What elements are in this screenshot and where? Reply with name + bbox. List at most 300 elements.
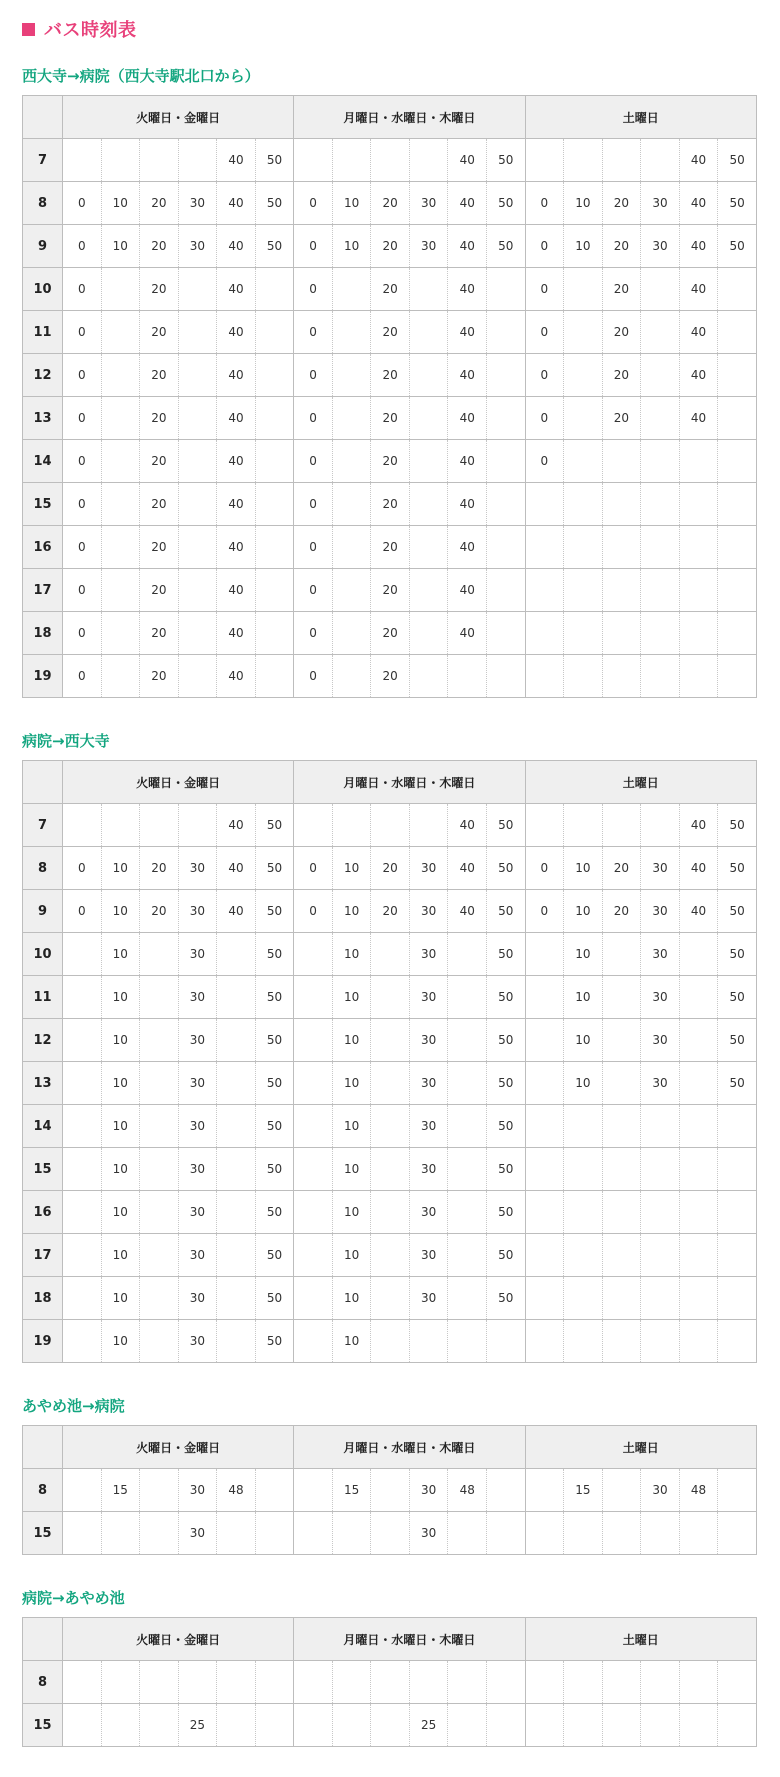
minute-cell [255,311,294,354]
hour-cell: 16 [23,526,63,569]
minute-cell [525,1019,564,1062]
minute-cell [487,612,526,655]
corner-cell [23,1618,63,1661]
minute-cell: 15 [564,1469,603,1512]
minute-cell: 40 [448,569,487,612]
minute-cell [718,311,757,354]
minute-cell: 0 [525,397,564,440]
minute-cell: 10 [564,1019,603,1062]
minute-cell [641,1512,680,1555]
minute-cell: 40 [217,655,256,698]
minute-cell: 10 [332,890,371,933]
minute-cell [718,526,757,569]
minute-cell [63,1512,102,1555]
minute-cell [140,1704,179,1747]
minute-cell [140,933,179,976]
minute-cell: 20 [140,440,179,483]
minute-cell [718,1512,757,1555]
table-row [23,569,757,612]
minute-cell [564,1191,603,1234]
minute-cell: 0 [63,225,102,268]
table-row [23,1234,757,1277]
minute-cell: 30 [409,933,448,976]
minute-cell: 10 [564,890,603,933]
minute-cell: 30 [409,1148,448,1191]
minute-cell [525,1062,564,1105]
minute-cell [487,1469,526,1512]
minute-cell [371,804,410,847]
minute-cell [140,976,179,1019]
minute-cell: 30 [641,847,680,890]
table-row [23,1469,757,1512]
minute-cell [525,1704,564,1747]
minute-cell [140,1062,179,1105]
hour-cell: 17 [23,569,63,612]
minute-cell [487,569,526,612]
minute-cell: 30 [178,1019,217,1062]
table-row [23,182,757,225]
minute-cell [525,1277,564,1320]
minute-cell [255,1512,294,1555]
minute-cell: 20 [602,225,641,268]
minute-cell [679,1704,718,1747]
minute-cell: 10 [332,1320,371,1363]
minute-cell: 30 [641,225,680,268]
day-header-row [23,96,757,139]
minute-cell [602,1062,641,1105]
minute-cell [448,976,487,1019]
minute-cell: 40 [217,440,256,483]
minute-cell [255,612,294,655]
minute-cell [641,483,680,526]
minute-cell [602,1277,641,1320]
minute-cell: 0 [294,440,333,483]
hour-cell: 18 [23,612,63,655]
minute-cell [294,1320,333,1363]
minute-cell [63,1469,102,1512]
minute-cell [487,397,526,440]
minute-cell: 20 [140,569,179,612]
minute-cell: 48 [679,1469,718,1512]
table-row [23,847,757,890]
minute-cell [564,354,603,397]
minute-cell [718,483,757,526]
minute-cell: 50 [487,847,526,890]
minute-cell: 40 [448,139,487,182]
minute-cell [718,1148,757,1191]
minute-cell: 20 [371,847,410,890]
minute-cell [178,655,217,698]
minute-cell: 40 [448,483,487,526]
minute-cell [487,1704,526,1747]
minute-cell: 0 [294,397,333,440]
minute-cell [178,569,217,612]
minute-cell: 30 [409,976,448,1019]
minute-cell: 30 [409,1234,448,1277]
day-group-header: 土曜日 [525,1618,756,1661]
minute-cell [641,1191,680,1234]
minute-cell: 40 [217,139,256,182]
day-group-header: 火曜日・金曜日 [63,1426,294,1469]
minute-cell [718,612,757,655]
minute-cell [641,139,680,182]
minute-cell [564,440,603,483]
minute-cell [448,655,487,698]
minute-cell [641,1661,680,1704]
minute-cell [140,1320,179,1363]
table-row [23,1105,757,1148]
section-title: 病院→西大寺 [22,732,110,750]
minute-cell: 0 [525,311,564,354]
minute-cell [255,526,294,569]
minute-cell: 15 [101,1469,140,1512]
minute-cell [217,1148,256,1191]
minute-cell: 20 [602,354,641,397]
minute-cell: 50 [255,1019,294,1062]
minute-cell [332,139,371,182]
minute-cell [409,311,448,354]
minute-cell [371,1469,410,1512]
minute-cell [679,655,718,698]
minute-cell [448,1320,487,1363]
minute-cell: 40 [679,397,718,440]
minute-cell: 40 [217,569,256,612]
minute-cell [718,1191,757,1234]
minute-cell: 0 [63,526,102,569]
minute-cell: 50 [487,1277,526,1320]
minute-cell [217,1062,256,1105]
minute-cell [679,440,718,483]
minute-cell [718,655,757,698]
minute-cell: 25 [409,1704,448,1747]
minute-cell: 20 [371,225,410,268]
minute-cell [448,1277,487,1320]
minute-cell: 50 [255,1062,294,1105]
minute-cell: 40 [448,354,487,397]
minute-cell: 30 [178,1105,217,1148]
minute-cell [641,612,680,655]
minute-cell: 20 [371,655,410,698]
minute-cell [140,139,179,182]
minute-cell: 25 [178,1704,217,1747]
minute-cell [409,1320,448,1363]
minute-cell [294,139,333,182]
minute-cell [63,1661,102,1704]
minute-cell: 20 [140,354,179,397]
timetable-sections [22,63,757,1747]
minute-cell: 30 [409,1105,448,1148]
minute-cell: 0 [525,225,564,268]
minute-cell [101,440,140,483]
hour-cell: 8 [23,1469,63,1512]
minute-cell [101,483,140,526]
minute-cell [564,1320,603,1363]
minute-cell: 10 [101,1320,140,1363]
hour-cell: 8 [23,847,63,890]
minute-cell: 50 [487,1062,526,1105]
minute-cell [602,612,641,655]
minute-cell [602,1191,641,1234]
minute-cell [178,1661,217,1704]
hour-cell: 19 [23,655,63,698]
minute-cell [255,1469,294,1512]
minute-cell: 10 [101,1062,140,1105]
minute-cell: 50 [255,847,294,890]
square-bullet-icon [22,23,35,36]
minute-cell: 20 [140,890,179,933]
minute-cell [332,612,371,655]
minute-cell [101,139,140,182]
minute-cell: 10 [332,182,371,225]
minute-cell [602,976,641,1019]
minute-cell: 50 [255,1234,294,1277]
minute-cell: 0 [294,847,333,890]
minute-cell: 40 [448,268,487,311]
minute-cell [602,483,641,526]
minute-cell: 48 [448,1469,487,1512]
minute-cell [641,1320,680,1363]
day-group-header: 火曜日・金曜日 [63,761,294,804]
minute-cell [564,1704,603,1747]
minute-cell: 40 [448,397,487,440]
minute-cell: 50 [487,182,526,225]
minute-cell [679,526,718,569]
minute-cell: 40 [217,847,256,890]
minute-cell: 0 [525,182,564,225]
minute-cell [63,1277,102,1320]
minute-cell [371,1512,410,1555]
minute-cell [140,1234,179,1277]
minute-cell [564,1661,603,1704]
minute-cell [371,139,410,182]
section-title: 西大寺→病院（西大寺駅北口から） [22,67,260,85]
minute-cell [564,1277,603,1320]
minute-cell [217,1234,256,1277]
minute-cell [448,1019,487,1062]
minute-cell: 0 [525,890,564,933]
minute-cell: 20 [140,397,179,440]
minute-cell [332,397,371,440]
minute-cell [332,1512,371,1555]
minute-cell: 50 [487,804,526,847]
minute-cell [332,1704,371,1747]
minute-cell: 50 [718,139,757,182]
day-group-header: 土曜日 [525,96,756,139]
minute-cell: 50 [255,1277,294,1320]
minute-cell [294,1469,333,1512]
minute-cell: 0 [63,655,102,698]
hour-cell: 13 [23,1062,63,1105]
minute-cell: 10 [101,847,140,890]
minute-cell [371,1019,410,1062]
hour-cell: 15 [23,1704,63,1747]
minute-cell: 20 [371,311,410,354]
minute-cell: 40 [217,311,256,354]
minute-cell: 20 [371,397,410,440]
minute-cell [448,1062,487,1105]
hour-cell: 12 [23,1019,63,1062]
minute-cell [564,483,603,526]
minute-cell: 20 [140,847,179,890]
minute-cell [140,1661,179,1704]
minute-cell [448,1234,487,1277]
hour-cell: 15 [23,1148,63,1191]
minute-cell [178,354,217,397]
minute-cell: 20 [140,483,179,526]
minute-cell: 0 [294,182,333,225]
minute-cell: 40 [217,526,256,569]
day-group-header: 月曜日・水曜日・木曜日 [294,1618,525,1661]
minute-cell [294,1148,333,1191]
minute-cell: 40 [217,182,256,225]
minute-cell [409,804,448,847]
minute-cell [371,1661,410,1704]
minute-cell [63,1191,102,1234]
hour-cell: 10 [23,933,63,976]
minute-cell: 10 [332,1062,371,1105]
minute-cell [718,440,757,483]
hour-cell: 9 [23,890,63,933]
minute-cell: 40 [448,526,487,569]
minute-cell [178,612,217,655]
minute-cell: 30 [409,1512,448,1555]
minute-cell: 30 [641,1019,680,1062]
minute-cell [332,569,371,612]
table-row [23,526,757,569]
minute-cell: 30 [409,847,448,890]
minute-cell: 30 [409,1019,448,1062]
minute-cell: 50 [255,976,294,1019]
minute-cell: 0 [294,526,333,569]
minute-cell [101,397,140,440]
minute-cell: 10 [332,1019,371,1062]
minute-cell: 40 [217,354,256,397]
minute-cell [101,526,140,569]
minute-cell [217,1704,256,1747]
minute-cell [409,483,448,526]
minute-cell: 10 [101,1277,140,1320]
minute-cell [564,1234,603,1277]
minute-cell: 30 [409,1277,448,1320]
minute-cell [525,483,564,526]
minute-cell [63,804,102,847]
minute-cell [602,1148,641,1191]
minute-cell [409,354,448,397]
minute-cell: 40 [448,612,487,655]
table-row [23,890,757,933]
minute-cell [525,612,564,655]
minute-cell [641,655,680,698]
minute-cell: 30 [178,1148,217,1191]
minute-cell [217,1320,256,1363]
minute-cell: 30 [178,847,217,890]
minute-cell: 10 [332,976,371,1019]
minute-cell [255,268,294,311]
hour-cell: 7 [23,804,63,847]
minute-cell: 30 [178,1191,217,1234]
minute-cell: 0 [294,225,333,268]
minute-cell [641,569,680,612]
minute-cell [101,354,140,397]
minute-cell: 40 [679,225,718,268]
minute-cell [525,976,564,1019]
minute-cell [718,397,757,440]
minute-cell: 10 [332,1277,371,1320]
minute-cell: 30 [641,182,680,225]
minute-cell [63,1148,102,1191]
minute-cell [101,1704,140,1747]
minute-cell: 40 [448,182,487,225]
minute-cell: 0 [63,311,102,354]
day-header-row [23,1618,757,1661]
corner-cell [23,96,63,139]
minute-cell [564,1512,603,1555]
minute-cell [294,976,333,1019]
minute-cell [101,612,140,655]
minute-cell: 20 [602,397,641,440]
minute-cell [448,1512,487,1555]
minute-cell [564,311,603,354]
minute-cell [140,1277,179,1320]
minute-cell [487,354,526,397]
day-group-header: 火曜日・金曜日 [63,96,294,139]
minute-cell [679,1148,718,1191]
table-row [23,225,757,268]
minute-cell: 50 [487,1019,526,1062]
minute-cell: 40 [448,311,487,354]
minute-cell: 40 [217,612,256,655]
minute-cell [371,1191,410,1234]
minute-cell: 0 [294,268,333,311]
minute-cell: 30 [178,225,217,268]
minute-cell [564,268,603,311]
hour-cell: 7 [23,139,63,182]
minute-cell: 50 [255,139,294,182]
minute-cell: 10 [332,225,371,268]
minute-cell [525,1234,564,1277]
hour-cell: 16 [23,1191,63,1234]
day-group-header: 土曜日 [525,1426,756,1469]
minute-cell [255,397,294,440]
page-title-text: バス時刻表 [44,20,137,41]
minute-cell: 50 [487,1148,526,1191]
minute-cell: 30 [409,182,448,225]
minute-cell: 0 [63,483,102,526]
minute-cell [178,440,217,483]
minute-cell [332,655,371,698]
minute-cell [294,804,333,847]
minute-cell [602,569,641,612]
minute-cell [294,1191,333,1234]
minute-cell [294,933,333,976]
hour-cell: 10 [23,268,63,311]
minute-cell [718,354,757,397]
table-row [23,1062,757,1105]
corner-cell [23,1426,63,1469]
minute-cell: 10 [332,1148,371,1191]
minute-cell: 15 [332,1469,371,1512]
minute-cell [448,1191,487,1234]
minute-cell: 0 [294,890,333,933]
minute-cell: 10 [332,1234,371,1277]
minute-cell [332,1661,371,1704]
minute-cell [409,569,448,612]
minute-cell [525,526,564,569]
minute-cell: 10 [332,933,371,976]
hour-cell: 8 [23,182,63,225]
minute-cell [409,655,448,698]
minute-cell [63,1320,102,1363]
